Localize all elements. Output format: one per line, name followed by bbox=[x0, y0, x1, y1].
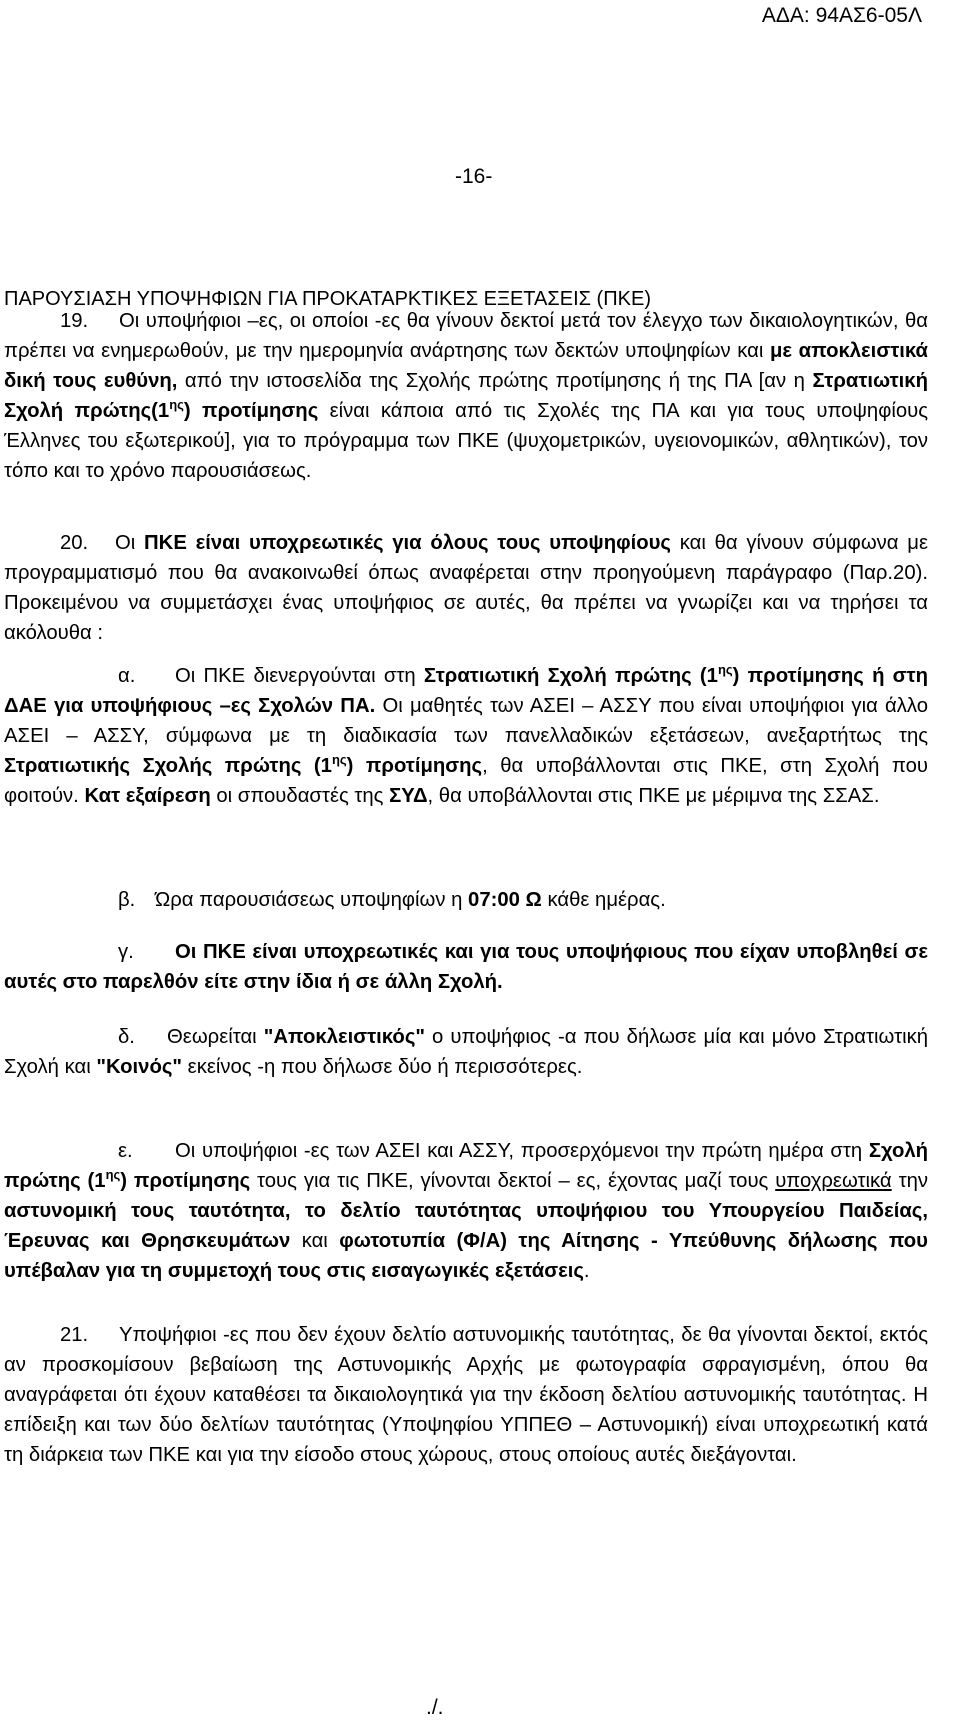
subparagraph-label: α. bbox=[118, 665, 136, 687]
subparagraph-b: β. Ώρα παρουσιάσεως υποψηφίων η 07:00 Ω κάθε ημέρας. bbox=[4, 885, 928, 915]
subparagraph-label: ε. bbox=[118, 1140, 133, 1162]
section-title: ΠΑΡΟΥΣΙΑΣΗ ΥΠΟΨΗΦΙΩΝ ΓΙΑ ΠΡΟΚΑΤΑΡΚΤΙΚΕΣ ΕΞΕΤΑΣΕΙΣ (ΠΚΕ) bbox=[4, 288, 651, 310]
paragraph-19: 19. Οι υποψήφιοι –ες, οι οποίοι -ες θα γίνουν δεκτοί μετά τον έλεγχο των δικαιολογητικών, θα πρέπει να ενημερωθούν, με την ημερομηνία ανάρτησης των δεκτών υποψηφίων και με αποκλειστικά δική τους ευθύνη, από την ιστοσελίδα της Σχολής πρώτης προτίμησης ή της ΠΑ [αν η Στρατιωτική Σχολή $\pi\rho ώ\tau\eta\varsigma(1^{\eta\varsigma})$ προτίμησης είναι κάποια από τις Σχολές της ΠΑ και για τους υποψηφίους Έλληνες του εξωτερικού], για το πρόγραμμα των ΠΚΕ (ψυχομετρικών, υγειονομικών, αθλητικών), τον τόπο και το χρόνο παρουσιάσεως. bbox=[4, 306, 928, 486]
subparagraph-a: α. Οι ΠΚΕ διενεργούνται στη Στρατιωτική Σχολή πρώτης $(1^{\eta\varsigma})$ προτίμησης ή στη ΔΑΕ για υποψήφιους –ες Σχολών ΠΑ. Οι μαθητές των ΑΣΕΙ – ΑΣΣΥ που είναι υποψήφιοι για άλλο ΑΣΕΙ – ΑΣΣΥ, σύμφωνα με τη διαδικασία των πανελλαδικών εξετάσεων, ανεξαρτήτως της Στρατιωτικής Σχολής πρώτης $(1^{\eta\varsigma})$ προτίμησης, θα υποβάλλονται στις ΠΚΕ, στη Σχολή που φοιτούν. Κατ εξαίρεση οι σπουδαστές της ΣΥΔ, θα υποβάλλονται στις ΠΚΕ με μέριμνα της ΣΣΑΣ. bbox=[4, 662, 928, 807]
page-number: -16- bbox=[455, 165, 493, 188]
subparagraph-e: ε. Οι υποψήφιοι -ες των ΑΣΕΙ και ΑΣΣΥ, προσερχόμενοι την πρώτη ημέρα στη Σχολή πρώτης $(1^{\eta\varsigma})$ προτίμησης τους για τις ΠΚΕ, γίνονται δεκτοί – ες, έχοντας μαζί τους υποχρεωτικά την αστυνομική τους ταυτότητα, το δελτίο ταυτότητας υποψήφιου του Υπουργείου Παιδείας, Έρευνας και Θρησκευμάτων και φωτοτυπία (Φ/Α) της Αίτησης - Υπεύθυνης δήλωσης που υπέβαλαν για τη συμμετοχή τους στις εισαγωγικές εξετάσεις. bbox=[4, 1136, 928, 1286]
paragraph-20: 20. Οι ΠΚΕ είναι υποχρεωτικές για όλους τους υποψηφίους και θα γίνουν σύμφωνα με προγραμματισμό που θα ανακοινωθεί όπως αναφέρεται στην προηγούμενη παράγραφο (Παρ.20). Προκειμένου να συμμετάσχει ένας υποψήφιος σε αυτές, θα πρέπει να γνωρίζει και να τηρήσει τα ακόλουθα : bbox=[4, 528, 928, 648]
subparagraph-c: γ. Οι ΠΚΕ είναι υποχρεωτικές και για τους υποψήφιους που είχαν υποβληθεί σε αυτές στο παρελθόν είτε στην ίδια ή σε άλλη Σχολή. bbox=[4, 937, 928, 997]
subparagraph-label: δ. bbox=[118, 1026, 135, 1048]
paragraph-number: 21. bbox=[60, 1324, 89, 1346]
ada-code: ΑΔΑ: 94ΑΣ6-05Λ bbox=[761, 4, 922, 27]
subparagraph-label: γ. bbox=[118, 941, 134, 963]
subparagraph-label: β. bbox=[118, 889, 136, 911]
paragraph-number: 20. bbox=[60, 532, 89, 554]
paragraph-number: 19. bbox=[60, 310, 89, 332]
subparagraph-d: δ. Θεωρείται "Αποκλειστικός" ο υποψήφιος -α που δήλωσε μία και μόνο Στρατιωτική Σχολή και "Κοινός" εκείνος -η που δήλωσε δύο ή περισσότερες. bbox=[4, 1022, 928, 1082]
paragraph-21: 21. Υποψήφιοι -ες που δεν έχουν δελτίο αστυνομικής ταυτότητας, δε θα γίνονται δεκτοί, εκτός αν προσκομίσουν βεβαίωση της Αστυνομικής Αρχής με φωτογραφία σφραγισμένη, όπου θα αναγράφεται ότι έχουν καταθέσει τα δικαιολογητικά για την έκδοση δελτίου αστυνομικής ταυτότητας. Η επίδειξη και των δύο δελτίων ταυτότητας (Υποψηφίου ΥΠΠΕΘ – Αστυνομική) είναι υποχρεωτική κατά τη διάρκεια των ΠΚΕ και για την είσοδο στους χώρους, στους οποίους αυτές διεξάγονται. bbox=[4, 1320, 928, 1470]
end-mark: ./. bbox=[426, 1696, 444, 1719]
